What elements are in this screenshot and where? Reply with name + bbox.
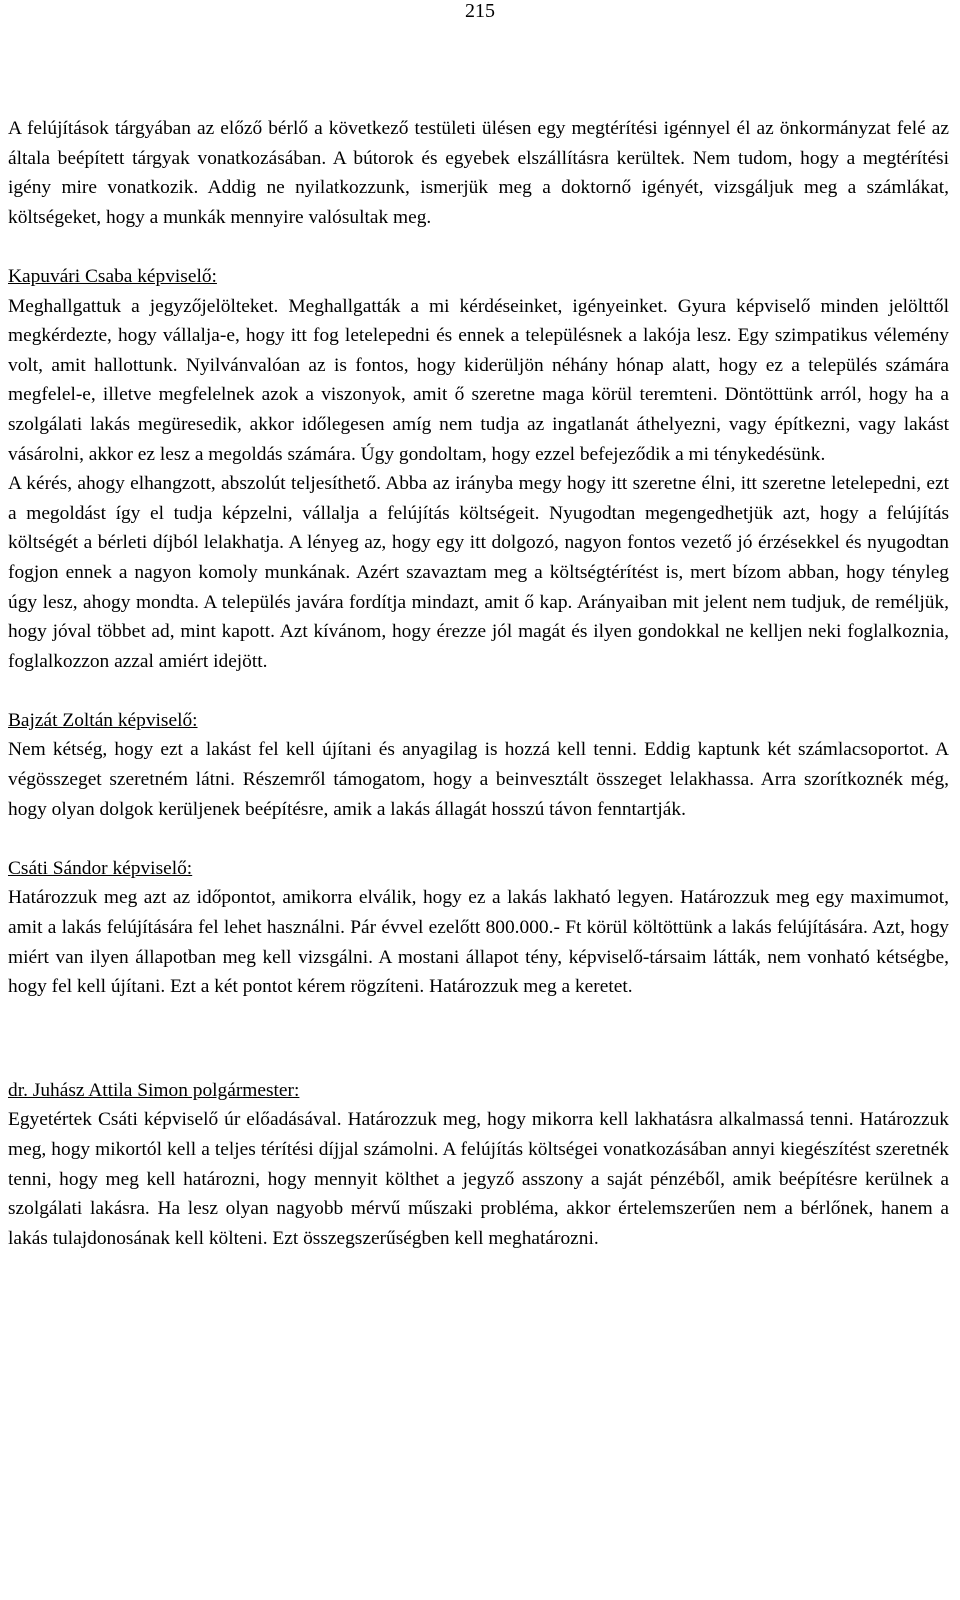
spacer: [8, 1002, 949, 1076]
speech-paragraph: Egyetértek Csáti képviselő úr előadásával. Határozzuk meg, hogy mikorra kell lakhatásra alkalmassá tenni. Határozzuk meg, hogy mikortól kell a teljes térítési díjjal számolni. A felújítás költségei vonatkozásában annyi kiegészítést szeretnék tenni, hogy meg kell határozni, hogy mennyit költhet a jegyző asszony a saját pénzéből, amik beépítésre kerülnek a szolgálati lakásra. Ha lesz olyan nagyobb mérvű műszaki probléma, akkor értelemszerűen nem a bérlőnek, hanem a lakás tulajdonosának kell költeni. Ezt összegszerűségben kell meghatározni.: [8, 1109, 949, 1249]
speech-paragraph: Határozzuk meg azt az időpontot, amikorra elválik, hogy ez a lakás lakható legyen. Határozzuk meg egy maximumot, amit a lakás felújítására fel lehet használni. Pár évvel ezelőtt 800.000.- Ft körül költöttünk a lakás felújítására. Azt, hogy miért van ilyen állapotban meg kell vizsgálni. A mostani állapot tény, képviselő-társaim látták, nem vonható kétségbe, hogy fel kell újítani. Ezt a két pontot kérem rögzíteni. Határozzuk meg a keretet.: [8, 887, 949, 998]
speech-juhasz: [8, 1076, 949, 1254]
speech-paragraph: Meghallgattuk a jegyzőjelölteket. Meghallgatták a mi kérdéseinket, igényeinket. Gyura képviselő minden jelölttől megkérdezte, hogy vállalja-e, hogy itt fog letelepedni és ennek a településnek a lakója lesz. Egy szimpatikus vélemény volt, amit hallottunk. Nyilvánvalóan az is fontos, hogy kiderüljön néhány hónap alatt, hogy ez a település számára megfelel-e, illetve megfelelnek azok a viszonyok, amit ő szeretne maga körül teremteni. Döntöttünk arról, hogy ha a szolgálati lakás megüresedik, akkor időlegesen amíg nem tudja az ingatlanát áthelyezni, vagy építkezni, vagy lakást vásárolni, akkor ez lesz a megoldás számára. Úgy gondoltam, hogy ezzel befejeződik a mi ténykedésünk.: [8, 295, 949, 465]
speaker-kapuvari: Kapuvári Csaba képviselő:: [8, 265, 217, 287]
speech-kapuvari: [8, 262, 949, 676]
speech-paragraph: Nem kétség, hogy ezt a lakást fel kell újítani és anyagilag is hozzá kell tenni. Eddig kaptunk két számlacsoportot. A végösszeget szeretném látni. Részemről támogatom, hogy a beinvesztált összeget lelakhassa. Arra szorítkoznék még, hogy olyan dolgok kerüljenek beépítésre, amik a lakás állagát hosszú távon fenntartják.: [8, 739, 949, 820]
document-body: [8, 114, 949, 1253]
page-number: 215: [465, 0, 495, 22]
speaker-csati: Csáti Sándor képviselő:: [8, 857, 193, 879]
spacer: [8, 824, 949, 854]
speaker-juhasz: dr. Juhász Attila Simon polgármester:: [8, 1079, 300, 1101]
intro-paragraph: A felújítások tárgyában az előző bérlő a következő testületi ülésen egy megtérítési igénnyel él az önkormányzat felé az általa beépített tárgyak vonatkozásában. A bútorok és egyebek elszállításra kerültek. Nem tudom, hogy a megtérítési igény mire vonatkozik. Addig ne nyilatkozzunk, ismerjük meg a doktornő igényét, vizsgáljuk meg a számlákat, költségeket, hogy a munkák mennyire valósultak meg.: [8, 118, 949, 228]
speech-bajzat: [8, 706, 949, 824]
spacer: [8, 676, 949, 706]
speech-paragraph: A kérés, ahogy elhangzott, abszolút teljesíthető. Abba az irányba megy hogy itt szeretne élni, itt szeretne letelepedni, ezt a megoldást így el tudja képzelni, vállalja a felújítás költségeit. Nyugodtan megengedhetjük azt, hogy a felújítás költségét a bérleti díjból lelakhatja. A lényeg az, hogy egy itt dolgozó, nagyon fontos vezető jó érzésekkel és nyugodtan fogjon ennek a nagyon komoly munkának. Azért szavaztam meg a költségtérítést is, mert bízom abban, hogy tényleg úgy lesz, ahogy mondta. A település javára fordítja mindazt, amit ő kap. Arányaiban mit jelent nem tudjuk, de reméljük, hogy jóval többet ad, mint kapott. Azt kívánom, hogy érezze jól magát és ilyen gondokkal ne kelljen neki foglalkoznia, foglalkozzon azzal amiért idejött.: [8, 473, 949, 672]
speech-csati: [8, 854, 949, 1002]
speaker-bajzat: Bajzát Zoltán képviselő:: [8, 709, 198, 731]
spacer: [8, 232, 949, 262]
